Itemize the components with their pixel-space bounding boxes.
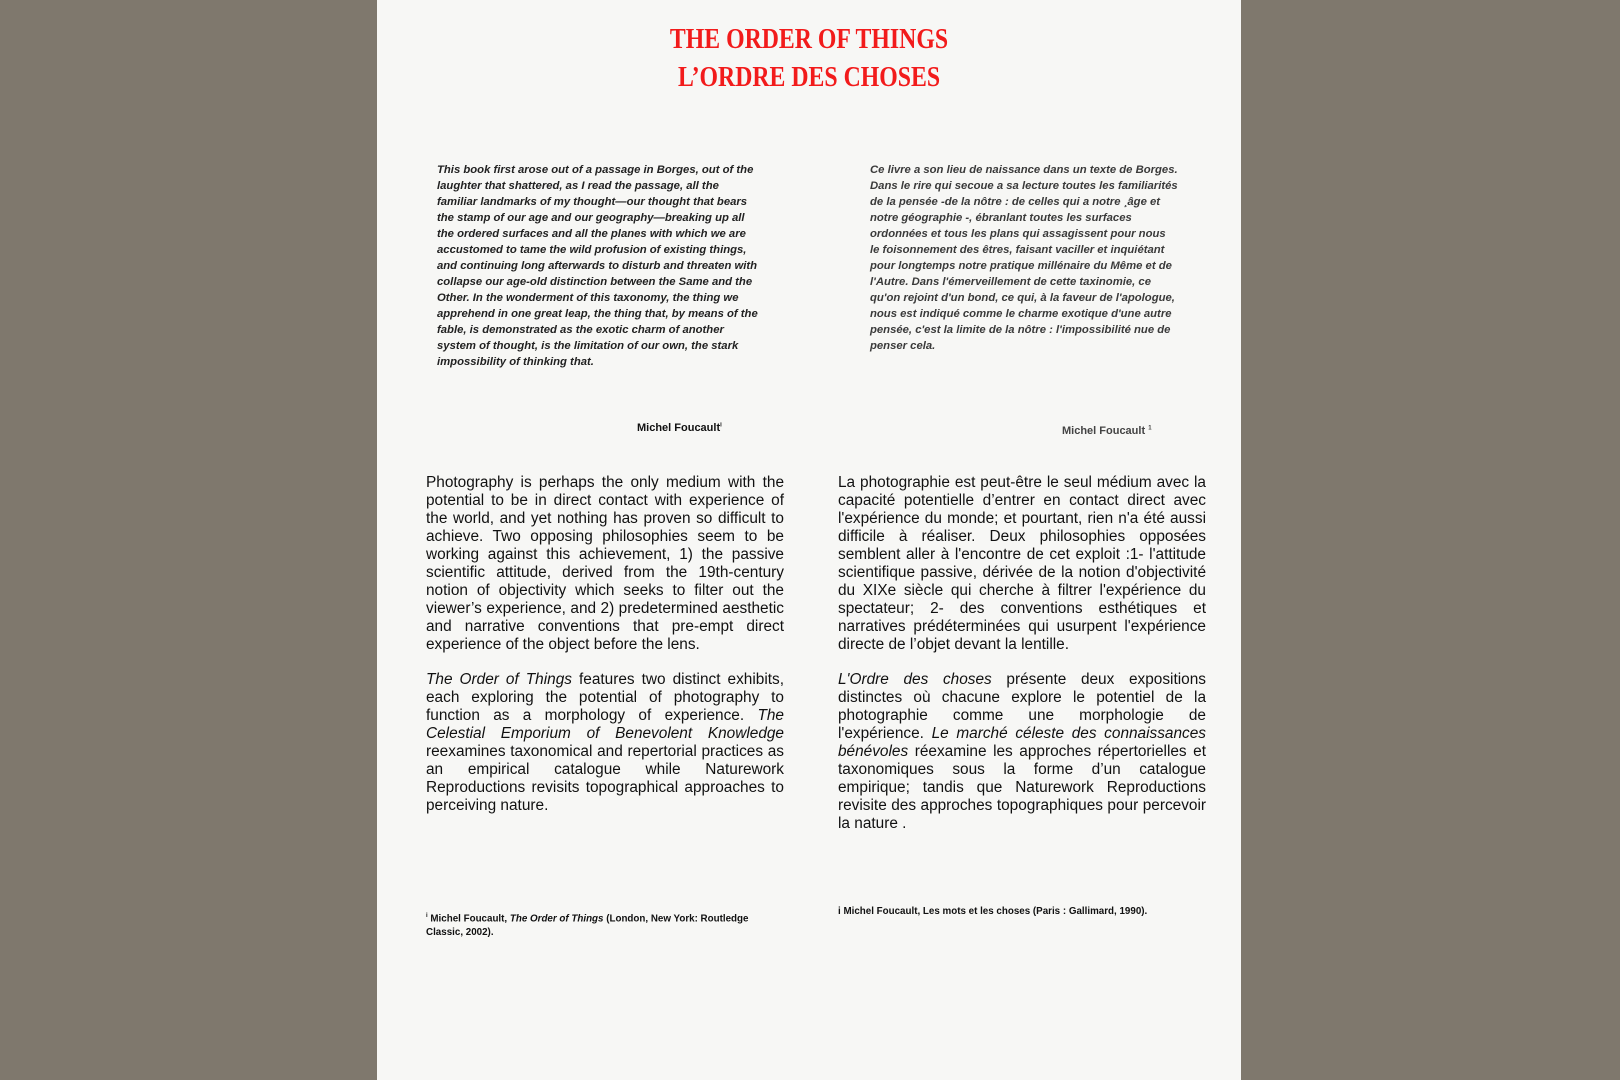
epigraph-french-signature [1062, 425, 1152, 437]
exhibit-title: Le marché céleste des connaissances bénévoles [838, 725, 1207, 760]
footnote-book-title: The Order of Things [509, 913, 604, 925]
body-english-paragraph-1: Photography is perhaps the only medium with the potential to be in direct contact with experience of the world, and yet nothing has proven so difficult to achieve. Two opposing philosophies seem to be working against this achievement, 1) the passive scientific attitude, derived from the 19th-century notion of objectivity which seeks to filter out the viewer’s experience, and 2) predetermined aesthetic and narrative conventions that pre-empt direct experience of the object before the lens. [426, 474, 784, 653]
epigraph-english [437, 162, 759, 370]
signature-name: Michel Foucault [637, 422, 721, 434]
title-english: THE ORDER OF THINGS [669, 23, 949, 55]
footnote-mark: i [720, 422, 722, 429]
body-french [838, 474, 1206, 850]
page-title [455, 20, 1163, 96]
book-title: The Order of Things [426, 671, 572, 688]
body-french-paragraph-2 [838, 671, 1206, 833]
signature-name: Michel Foucault [1062, 425, 1146, 437]
title-french: L’ORDRE DES CHOSES [677, 61, 941, 93]
body-english-paragraph-2 [426, 671, 784, 815]
paragraph-text: présente deux expositions distinctes où chacune explore le potentiel de la photographie comme une morphologie de l'expérience. [838, 671, 1206, 742]
epigraph-french-text: Ce livre a son lieu de naissance dans un texte de Borges. Dans le rire qui secoue a sa lecture toutes les familiarités de la pensée -de la nôtre : de celles qui a notre ¸âge et notre géographie -, ébranlant toutes les surfaces ordonnées et tous les plans qui assagissent pour nous le foisonnement des êtres, faisant vaciller et inquiétant pour longtemps notre pratique millénaire du Même et de l'Autre. Dans l'émerveillement de cette taxinomie, ce qu'on rejoint d'un bond, ce qui, à la faveur de l'apologue, nous est indiqué comme le charme exotique d'une autre pensée, c'est la limite de la nôtre : l'impossibilité nue de penser cela. [870, 164, 1178, 352]
paragraph-text: reexamines taxonomical and repertorial practices as an empirical catalogue while Naturework Reproductions revisits topographical approaches to perceiving nature. [426, 743, 784, 814]
footnote-text: (London, New York: Routledge Classic, 2002). [426, 913, 749, 939]
body-english [426, 474, 784, 832]
footnote-french: i Michel Foucault, Les mots et les choses (Paris : Gallimard, 1990). [838, 906, 1148, 917]
footnote-english [426, 909, 784, 940]
epigraph-english-text: This book first arose out of a passage in Borges, out of the laughter that shattered, as I read the passage, all the familiar landmarks of my thought—our thought that bears the stamp of our age and our geography—breaking up all the ordered surfaces and all the planes with which we are accustomed to tame the wild profusion of existing things, and continuing long afterwards to disturb and threaten with collapse our age-old distinction between the Same and the Other. In the wonderment of this taxonomy, the thing we apprehend in one great leap, the thing that, by means of the fable, is demonstrated as the exotic charm of another system of thought, is the limitation of our own, the stark impossibility of thinking that. [437, 164, 758, 368]
footnote-mark: 1 [1148, 425, 1152, 432]
paragraph-text: réexamine les approches répertorielles et taxonomiques sous la forme d’un catalogue empirique; tandis que Naturework Reproductions revisite des approches topographiques pour percevoir la nature . [838, 743, 1206, 832]
epigraph-french [870, 162, 1178, 354]
book-title: L'Ordre des choses [838, 671, 992, 688]
footnote-text: Michel Foucault, [427, 913, 510, 925]
body-french-paragraph-1: La photographie est peut-être le seul médium avec la capacité potentielle d’entrer en contact direct avec l'expérience du monde; et pourtant, rien n'a été aussi difficile à réaliser. Deux philosophies opposées semblent aller à l'encontre de cet exploit :1- l'attitude scientifique passive, dérivée de la notion d'objectivité du XIXe siècle qui cherche à filtrer l'expérience du spectateur; 2- des conventions esthétiques et narratives prédéterminées qui usurpent l'expérience directe de l’objet devant la lentille. [838, 474, 1206, 653]
paragraph-text: features two distinct exhibits, each exploring the potential of photography to function as a morphology of experience. [426, 671, 784, 724]
exhibit-title: The Celestial Emporium of Benevolent Knowledge [426, 707, 784, 742]
epigraph-english-signature [637, 422, 722, 434]
footnote-mark: i [426, 913, 428, 919]
document-page [377, 0, 1241, 1080]
